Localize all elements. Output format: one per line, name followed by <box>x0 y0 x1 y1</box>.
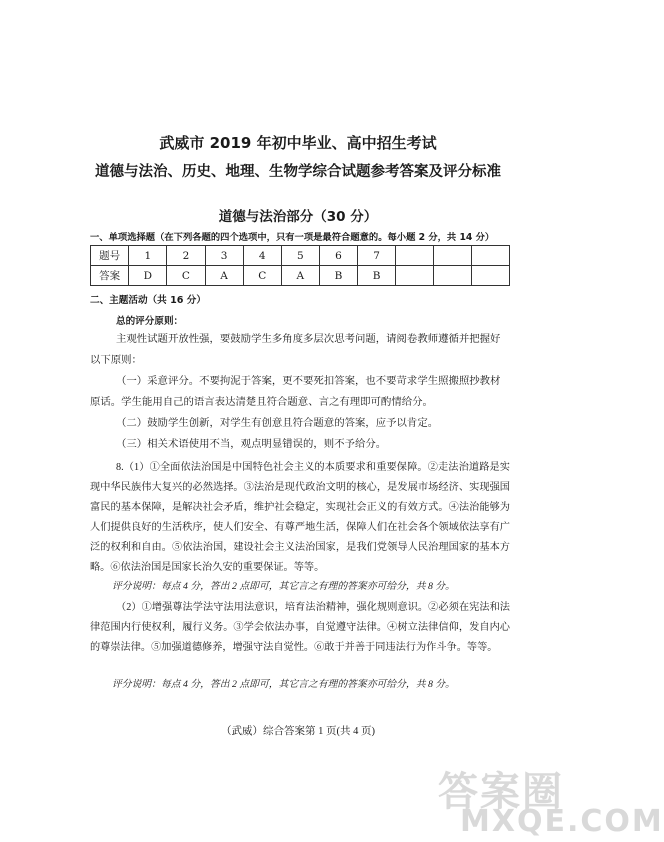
principle-one: （一）采意评分。不要拘泥于答案，更不要死扣答案，也不要苛求学生照搬照抄教材原话。学生能用自己的语言表达清楚且符合题意、言之有理即可酌情给分。 <box>90 375 501 408</box>
exam-title: 武威市 2019 年初中毕业、高中招生考试 <box>159 134 437 152</box>
table-cell <box>434 266 472 286</box>
table-cell: 7 <box>358 246 396 266</box>
principle-intro: 主观性试题开放性强，要鼓励学生多角度多层次思考问题，请阅卷教师遵循并把握好以下原则： <box>90 333 501 366</box>
section-title: 道德与法治部分（30 分） <box>218 209 378 225</box>
table-cell <box>396 246 434 266</box>
table-cell: 4 <box>243 246 281 266</box>
table-cell <box>471 266 509 286</box>
page-footer: （武威）综合答案第 1 页(共 4 页) <box>221 726 375 737</box>
table-cell: 3 <box>205 246 243 266</box>
table-cell: 2 <box>167 246 205 266</box>
watermark-text: 答案圈 <box>438 769 564 815</box>
principle-title: 总的评分原则： <box>116 316 184 327</box>
watermark-logo <box>420 760 664 839</box>
table-cell: B <box>358 266 396 286</box>
part1-heading: 一、单项选择题（在下列各题的四个选项中，只有一项是最符合题意的。每小题 2 分，共 14 分） <box>90 232 495 243</box>
scoring-note-1: 评分说明：每点 4 分，答出 2 点即可，其它言之有理的答案亦可给分，共 8 分。 <box>112 581 455 592</box>
table-cell: C <box>167 266 205 286</box>
q8-answer-2: （2）①增强尊法学法守法用法意识，培育法治精神，强化规则意识。②必须在宪法和法律范围内行使权利，履行义务。③学会依法办事，自觉遵守法律。④树立法律信仰，发自内心的尊崇法律。⑤加强道德修养，增强守法自觉性。⑥敢于并善于同违法行为作斗争。等等。 <box>90 602 510 653</box>
table-cell: B <box>319 266 357 286</box>
table-cell: D <box>129 266 167 286</box>
watermark-url: MXQE.COM <box>460 804 664 839</box>
q8-answer-1: 8.（1）①全面依法治国是中国特色社会主义的本质要求和重要保障。②走法治道路是实现中华民族伟大复兴的必然选择。③法治是现代政治文明的核心，是发展市场经济、实现强国富民的基本保障，是解决社会矛盾，维护社会稳定，实现社会正义的有效方式。④法治能够为人们提供良好的生活秩序，使人们安全、有尊严地生活，保障人们在社会各个领域依法享有广泛的权利和自由。⑤依法治国，建设社会主义法治国家，是我们党领导人民治理国家的基本方略。⑥依法治国是国家长治久安的重要保证。等等。 <box>90 462 510 573</box>
table-cell <box>396 266 434 286</box>
part2-heading: 二、主题活动（共 16 分） <box>90 295 206 306</box>
table-cell: 6 <box>319 246 357 266</box>
answer-table <box>90 245 510 286</box>
row-label: 答案 <box>91 266 129 286</box>
principle-three: （三）相关术语使用不当，观点明显错误的，则不予给分。 <box>116 438 387 450</box>
table-cell: 1 <box>129 246 167 266</box>
table-cell <box>434 246 472 266</box>
row-label: 题号 <box>91 246 129 266</box>
scoring-note-2: 评分说明：每点 4 分，答出 2 点即可，其它言之有理的答案亦可给分，共 8 分。 <box>112 679 455 690</box>
table-cell: A <box>205 266 243 286</box>
table-cell: A <box>281 266 319 286</box>
table-cell <box>471 246 509 266</box>
principle-two: （二）鼓励学生创新，对学生有创意且符合题意的答案，应予以肯定。 <box>116 417 439 429</box>
table-cell: 5 <box>281 246 319 266</box>
table-cell: C <box>243 266 281 286</box>
table-row-answers <box>91 266 510 286</box>
table-row-numbers <box>91 246 510 266</box>
document-subtitle: 道德与法治、历史、地理、生物学综合试题参考答案及评分标准 <box>95 164 501 180</box>
